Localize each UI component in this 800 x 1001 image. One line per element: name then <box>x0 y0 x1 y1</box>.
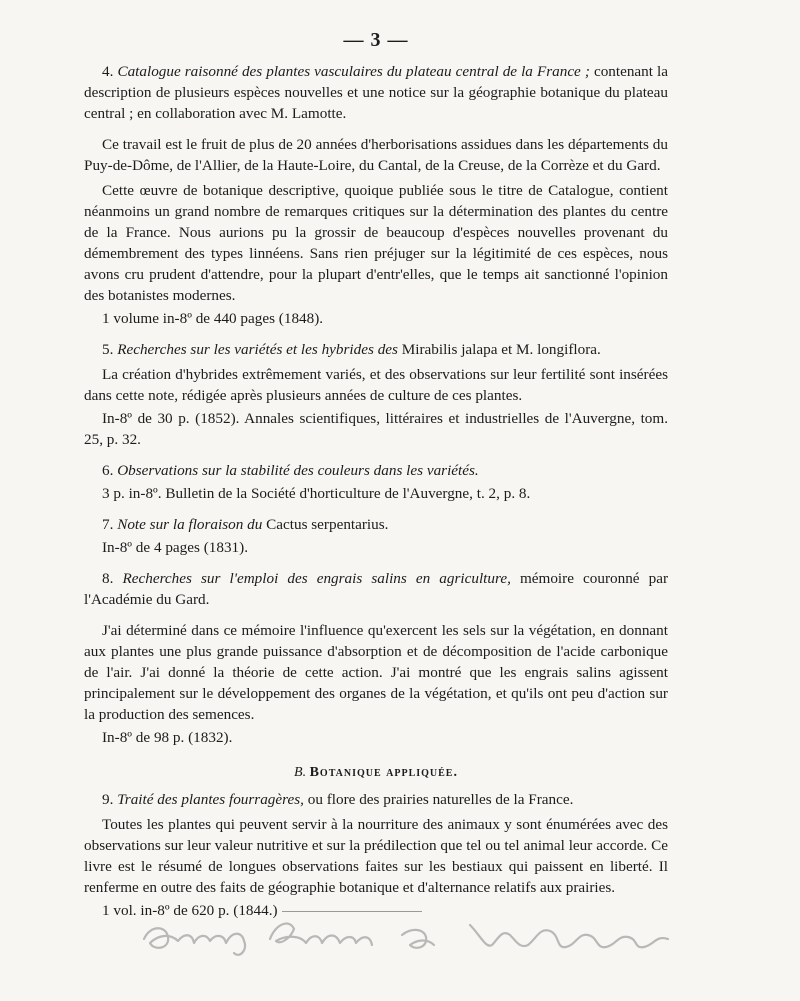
section-heading <box>84 762 668 783</box>
entry-publication: 3 p. in-8º. Bulletin de la Société d'horticulture de l'Auvergne, t. 2, p. 8. <box>102 485 531 502</box>
entry-title-rest: ou flore des prairies naturelles de la France. <box>303 791 574 808</box>
entry-heading <box>84 514 668 535</box>
page-number: — 3 — <box>343 29 409 51</box>
entry-publication: In-8º de 98 p. (1832). <box>102 729 233 746</box>
entry-paragraph: Toutes les plantes qui peuvent servir à la nourriture des animaux y sont énumérées avec des observations sur leur valeur nutritive et sur la prédilection que tel ou tel animal leur accorde. Ce livre est le résumé de longues observations faites sur les bestiaux qui paissent en liberté. Il renferme en outre des faits de géographie botanique et d'alternance relatifs aux prairies. <box>84 816 668 896</box>
entry-title: Observations sur la stabilité des couleurs dans les variétés. <box>117 462 479 479</box>
entry-paragraph: Ce travail est le fruit de plus de 20 années d'herborisations assidues dans les départements du Puy-de-Dôme, de l'Allier, de la Haute-Loire, du Cantal, de la Creuse, de la Corrèze et du Gard. <box>84 136 668 174</box>
entry-title: Traité des plantes fourragères, <box>117 791 304 808</box>
entry-paragraph: La création d'hybrides extrêmement variés, et des observations sur leur fertilité sont insérées dans cette note, rédigée après plusieurs années de culture de ces plantes. <box>84 366 668 404</box>
entry-title-rest: mémoire couronné par l'Académie du Gard. <box>84 570 669 608</box>
handwritten-scribble <box>140 905 760 965</box>
document-page <box>84 30 668 921</box>
entry-8 <box>84 568 668 748</box>
entry-heading <box>84 568 668 610</box>
section-letter: B. <box>294 765 307 780</box>
entry-title-rest: contenant la description de plusieurs espèces nouvelles et une notice sur la géographie botanique du plateau central ; en collaboration avec M. Lamotte. <box>84 63 668 122</box>
entry-title: Recherches sur l'emploi des engrais salins en agriculture, <box>122 570 511 587</box>
entry-title: Note sur la floraison du <box>117 516 263 533</box>
entry-number: 9. <box>102 791 114 808</box>
entry-heading <box>84 61 668 124</box>
entry-paragraph: Cette œuvre de botanique descriptive, quoique publiée sous le titre de Catalogue, contient néanmoins un grand nombre de remarques critiques sur la détermination des plantes du centre de la France. Nous aurions pu la grossir de beaucoup d'espèces nouvelles provenant du démembrement des types linnéens. Sans rien préjuger sur la légitimité de ces espèces, nous avons cru prudent d'attendre, pour la plupart d'entr'elles, que le temps ait sanctionné l'opinion des botanistes modernes. <box>84 182 668 304</box>
entry-6 <box>84 460 668 504</box>
entry-publication: In-8º de 4 pages (1831). <box>102 539 248 556</box>
entry-number: 4. <box>102 63 114 80</box>
entry-heading <box>84 460 668 481</box>
entry-heading <box>84 789 668 810</box>
entry-heading <box>84 339 668 360</box>
entry-title-rest: Mirabilis jalapa et M. longiflora. <box>397 341 601 358</box>
entry-title: Catalogue raisonné des plantes vasculaires du plateau central de la France ; <box>117 63 590 80</box>
entry-publication-text: 1 vol. in-8º de 620 p. (1844.) <box>102 902 278 919</box>
entry-4 <box>84 61 668 329</box>
entry-9 <box>84 789 668 921</box>
section-title: Botanique appliquée. <box>309 765 458 780</box>
entry-number: 5. <box>102 341 114 358</box>
entry-5 <box>84 339 668 450</box>
entry-publication: In-8º de 30 p. (1852). Annales scientifiques, littéraires et industrielles de l'Auvergne, tom. 25, p. 32. <box>84 410 668 448</box>
entry-title: Recherches sur les variétés et les hybrides des <box>117 341 398 358</box>
entry-publication: 1 volume in-8º de 440 pages (1848). <box>102 310 324 327</box>
entry-title-rest: Cactus serpentarius. <box>262 516 389 533</box>
entry-number: 6. <box>102 462 114 479</box>
entry-paragraph: J'ai déterminé dans ce mémoire l'influence qu'exercent les sels sur la végétation, en donnant aux plantes une plus grande puissance d'absorption et de décomposition de l'acide carbonique de l'air. J'ai donné la théorie de cette action. J'ai montré que les engrais salins agissent principalement sur le développement des organes de la végétation, et qu'ils ont peu d'action sur la production des semences. <box>84 622 668 723</box>
entry-number: 7. <box>102 516 114 533</box>
entry-number: 8. <box>102 570 114 587</box>
entry-7 <box>84 514 668 558</box>
